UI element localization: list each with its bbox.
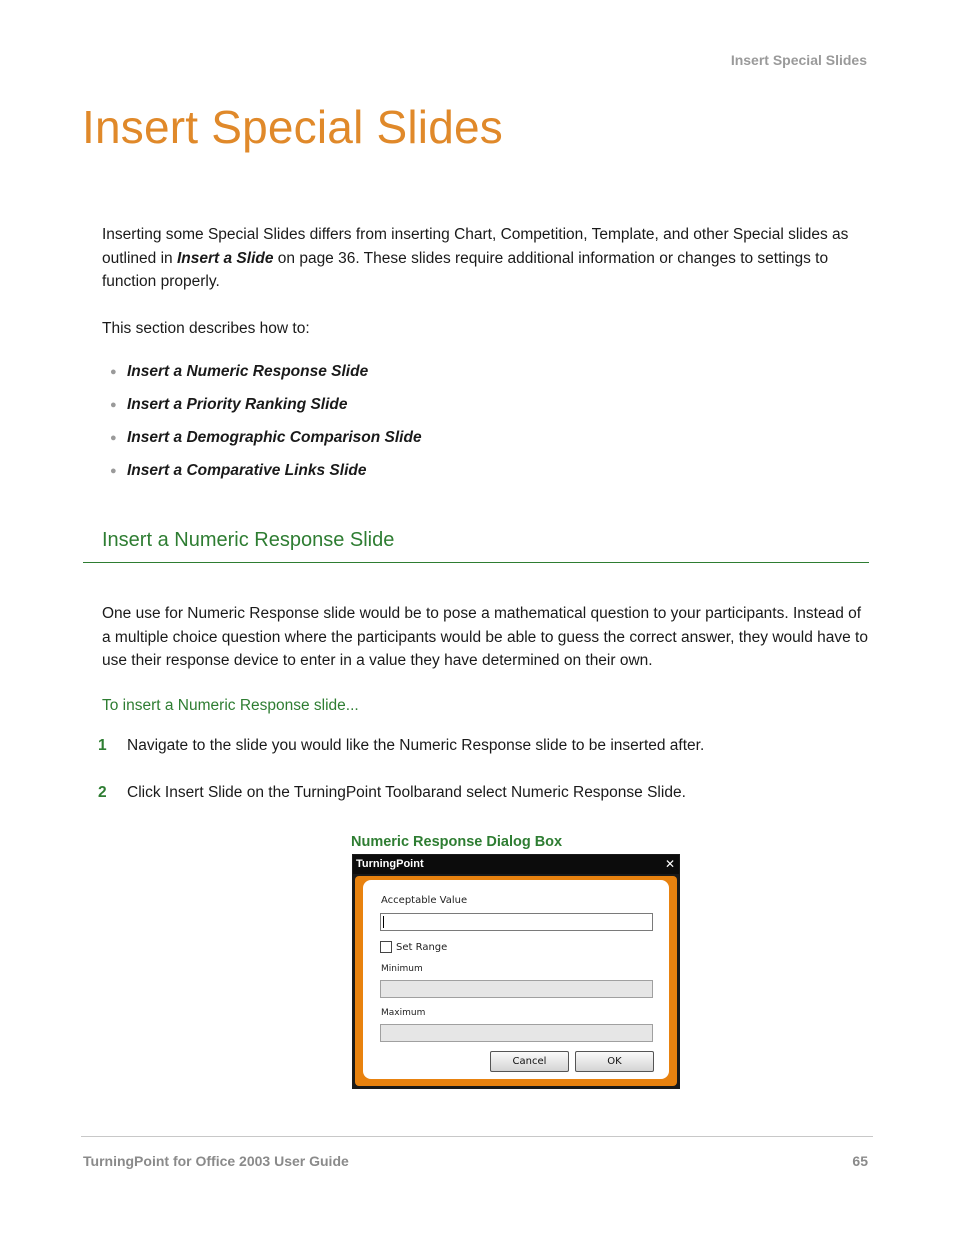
procedure-heading: To insert a Numeric Response slide... xyxy=(102,697,359,714)
topic-item[interactable] xyxy=(110,396,422,429)
step-text: Click Insert Slide on the TurningPoint Toolbarand select Numeric Response Slide. xyxy=(127,784,686,801)
step-item xyxy=(98,784,686,802)
bullet-icon: ● xyxy=(110,465,117,477)
topic-link[interactable]: Insert a Priority Ranking Slide xyxy=(127,396,348,413)
section-divider xyxy=(83,562,869,563)
maximum-label: Maximum xyxy=(381,1008,426,1018)
set-range-toggle[interactable] xyxy=(380,941,447,953)
step-number: 2 xyxy=(98,784,107,801)
bullet-icon: ● xyxy=(110,399,117,411)
page-number: 65 xyxy=(852,1153,868,1169)
topic-item[interactable] xyxy=(110,363,422,396)
section-heading: Insert a Numeric Response Slide xyxy=(102,529,395,551)
intro-text-2: on page 36. These slides require additional information or changes to settings to function properly. xyxy=(102,249,829,290)
insert-a-slide-link[interactable]: Insert a Slide xyxy=(176,249,274,267)
dialog-titlebar xyxy=(353,855,679,874)
step-item xyxy=(98,737,704,755)
topic-link[interactable]: Insert a Comparative Links Slide xyxy=(127,462,367,479)
bullet-icon: ● xyxy=(110,366,117,378)
bullet-icon: ● xyxy=(110,432,117,444)
minimum-label: Minimum xyxy=(381,964,423,974)
numeric-response-dialog xyxy=(352,854,680,1089)
topic-link[interactable]: Insert a Numeric Response Slide xyxy=(127,363,369,380)
dialog-body xyxy=(363,880,669,1079)
footer-divider xyxy=(81,1136,873,1137)
lead-paragraph: This section describes how to: xyxy=(102,320,310,337)
intro-paragraph xyxy=(102,223,872,294)
intro-text-1: Inserting some Special Slides differs from inserting Chart, Competition, Template, and other Special slides as outlined in xyxy=(102,226,849,267)
cancel-button[interactable]: Cancel xyxy=(490,1051,569,1072)
acceptable-value-input[interactable] xyxy=(380,913,653,931)
acceptable-value-label: Acceptable Value xyxy=(381,895,468,906)
maximum-input[interactable] xyxy=(380,1024,653,1042)
dialog-title: TurningPoint xyxy=(356,858,424,870)
dialog-frame xyxy=(355,876,677,1086)
topic-item[interactable] xyxy=(110,462,422,495)
topic-list xyxy=(110,363,422,495)
page-title: Insert Special Slides xyxy=(82,101,503,153)
running-header: Insert Special Slides xyxy=(730,52,867,68)
figure-caption: Numeric Response Dialog Box xyxy=(351,834,563,850)
footer-guide-title: TurningPoint for Office 2003 User Guide xyxy=(83,1153,349,1169)
ok-button[interactable]: OK xyxy=(575,1051,654,1072)
close-icon[interactable]: ✕ xyxy=(664,857,675,871)
set-range-checkbox[interactable] xyxy=(380,941,392,953)
topic-item[interactable] xyxy=(110,429,422,462)
set-range-label: Set Range xyxy=(396,941,448,953)
topic-link[interactable]: Insert a Demographic Comparison Slide xyxy=(127,429,422,446)
section-body: One use for Numeric Response slide would be to pose a mathematical question to your participants. Instead of a multiple choice question where the participants would be able to guess the correct answer, they would have to use their response device to enter in a value they have determined on their own. xyxy=(102,605,868,669)
minimum-input[interactable] xyxy=(380,980,653,998)
step-text: Navigate to the slide you would like the Numeric Response slide to be inserted after. xyxy=(127,737,705,754)
step-number: 1 xyxy=(98,737,107,754)
